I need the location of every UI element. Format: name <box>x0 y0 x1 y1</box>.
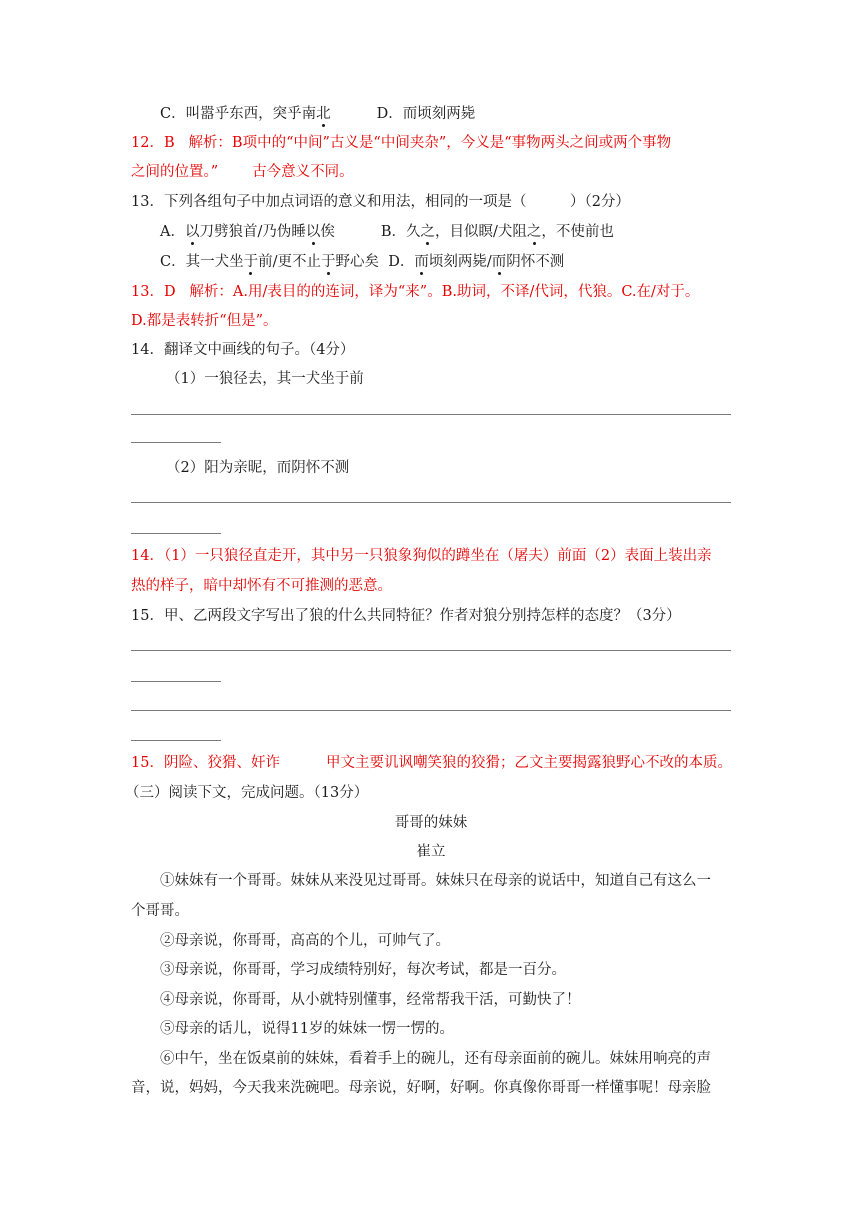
answer-line-short <box>131 740 221 741</box>
q11-options-cd <box>160 104 760 124</box>
question-13-stem: 13．下列各组句子中加点词语的意义和用法，相同的一项是（ ）（2分） <box>131 194 630 210</box>
q11-option-c: C．叫嚣乎东西，突乎南北 <box>160 106 331 122</box>
question-15-stem: 15．甲、乙两段文字写出了狼的什么共同特征？作者对狼分别持怎样的态度？（3分） <box>131 608 681 624</box>
paragraph-1-line2: 个哥哥。 <box>131 903 189 919</box>
q14-sentence-2: （2）阳为亲昵，而阴怀不测 <box>166 460 350 476</box>
answer-line <box>131 650 731 651</box>
q11-option-d: D．而顷刻两毙 <box>376 106 476 122</box>
answer-line <box>131 502 731 503</box>
passage-title: 哥哥的妹妹 <box>394 815 468 831</box>
answer-14-line2: 热的样子，暗中却怀有不可推测的恶意。 <box>131 578 392 594</box>
paragraph-3: ③母亲说，你哥哥，学习成绩特别好，每次考试，都是一百分。 <box>160 962 566 978</box>
answer-15: 15．阴险、狡猾、奸诈 甲文主要讥讽嘲笑狼的狡猾；乙文主要揭露狼野心不改的本质。 <box>131 755 732 771</box>
paragraph-5: ⑤母亲的话儿，说得11岁的妹妹一愣一愣的。 <box>160 1021 454 1037</box>
answer-14-line1: 14．（1）一只狼径直走开，其中另一只狼象狗似的蹲坐在（屠夫）前面（2）表面上装出亲 <box>131 548 712 564</box>
answer-13-line1: 13．D 解析：A.用/表目的的连词，译为“来”。B.助词，不译/代词，代狼。C.在/对于。 <box>131 284 700 300</box>
answer-line-short <box>131 442 221 443</box>
q13-options-cd <box>160 252 760 272</box>
answer-13-line2: D.都是表转折“但是”。 <box>131 313 278 329</box>
q13-option-b: B．久之，目似瞑/犬阻之，不使前也 <box>380 224 614 240</box>
answer-line <box>131 414 731 415</box>
answer-line <box>131 710 731 711</box>
q13-option-a: A．以刀劈狼首/乃伪睡以俟 <box>160 224 335 240</box>
answer-line-short <box>131 533 221 534</box>
paragraph-4: ④母亲说，你哥哥，从小就特别懂事，经常帮我干活，可勤快了！ <box>160 992 581 1008</box>
paragraph-6-line2: 音，说，妈妈，今天我来洗碗吧。母亲说，好啊，好啊。你真像你哥哥一样懂事呢！母亲脸 <box>131 1080 711 1096</box>
paragraph-1-line1: ①妹妹有一个哥哥。妹妹从来没见过哥哥。妹妹只在母亲的说话中，知道自己有这么一 <box>160 873 711 889</box>
paragraph-2: ②母亲说，你哥哥，高高的个儿，可帅气了。 <box>160 933 450 949</box>
section-3-header: （三）阅读下文，完成问题。（13分） <box>125 785 369 801</box>
passage-author: 崔立 <box>416 844 446 860</box>
question-14-stem: 14．翻译文中画线的句子。（4分） <box>131 342 355 358</box>
q14-sentence-1: （1）一狼径去，其一犬坐于前 <box>166 371 364 387</box>
answer-12-line1: 12．B 解析：B项中的“中间”古义是“中间夹杂”，今义是“事物两头之间或两个事物 <box>131 135 672 151</box>
q13-options-ab <box>160 222 760 242</box>
paragraph-6-line1: ⑥中午，坐在饭桌前的妹妹，看着手上的碗儿，还有母亲面前的碗儿。妹妹用响亮的声 <box>160 1051 711 1067</box>
answer-12-line2: 之间的位置。” 古今意义不同。 <box>131 164 354 180</box>
answer-line-short <box>131 681 221 682</box>
q13-option-c: C．其一犬坐于前/更不止于野心矣 <box>160 254 379 270</box>
q13-option-d: D．而顷刻两毙/而阴怀不测 <box>388 254 565 270</box>
